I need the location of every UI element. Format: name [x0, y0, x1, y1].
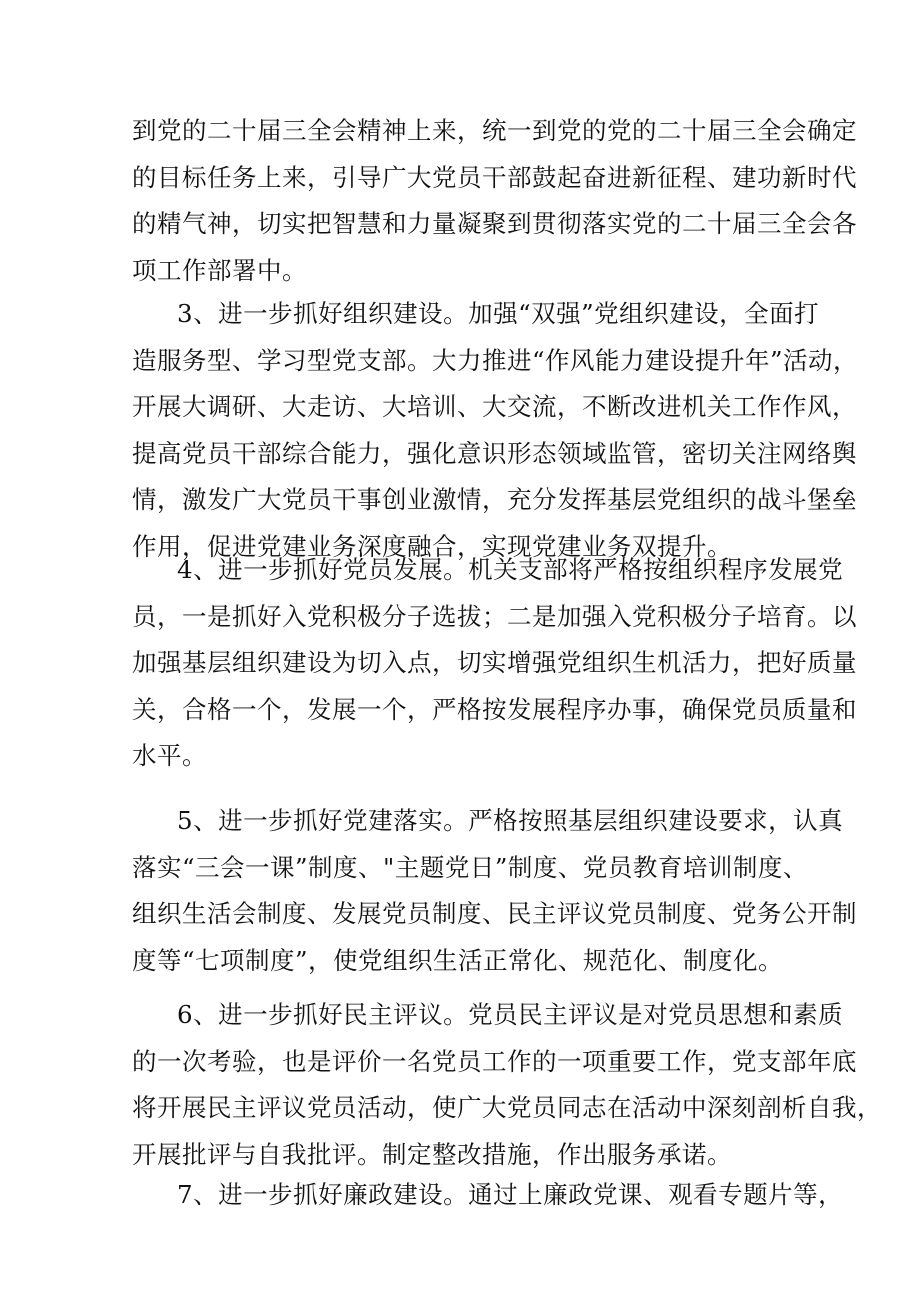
text-line: 6、进一步抓好民主评议。党员民主评议是对党员思想和素质	[177, 1000, 844, 1029]
text-line: 的目标任务上来，引导广大党员干部鼓起奋进新征程、建功新时代	[132, 162, 857, 192]
text-line: 组织生活会制度、发展党员制度、民主评议党员制度、党务公开制	[132, 899, 857, 928]
text-line: 3、进一步抓好组织建设。加强“双强”党组织建设，全面打	[177, 299, 820, 328]
paragraph-item-5	[132, 798, 857, 984]
text-line: 的精气神，切实把智慧和力量凝聚到贯彻落实党的二十届三全会各	[132, 209, 857, 238]
text-line: 加强基层组织建设为切入点，切实增强党组织生机活力，把好质量	[132, 648, 857, 677]
text-line: 7、进一步抓好廉政建设。通过上廉政党课、观看专题片等，	[177, 1180, 844, 1209]
text-line: 情，激发广大党员干事创业激情，充分发挥基层党组织的战斗堡垒	[132, 485, 857, 514]
text-line: 的一次考验，也是评价一名党员工作的一项重要工作，党支部年底	[132, 1046, 857, 1076]
text-line: 提高党员干部综合能力，强化意识形态领域监管，密切关注网络舆	[132, 438, 857, 468]
text-line: 项工作部署中。	[132, 255, 307, 285]
text-line: 将开展民主评议党员活动，使广大党员同志在活动中深刻剖析自我，	[132, 1093, 882, 1122]
paragraph-item-4	[132, 547, 857, 780]
text-line: 开展大调研、大走访、大培训、大交流，不断改进机关工作作风，	[132, 392, 857, 421]
text-line: 作用，促进党建业务深度融合，实现党建业务双提升。	[132, 531, 732, 561]
text-line: 关，合格一个，发展一个，严格按发展程序办事，确保党员质量和	[132, 694, 857, 724]
text-line: 造服务型、学习型党支部。大力推进“作风能力建设提升年”活动，	[132, 345, 859, 375]
text-line: 5、进一步抓好党建落实。严格按照基层组织建设要求，认真	[177, 806, 844, 835]
text-line: 水平。	[132, 741, 207, 770]
text-line: 开展批评与自我批评。制定整改措施，作出服务承诺。	[132, 1139, 732, 1169]
text-line: 4、进一步抓好党员发展。机关支部将严格按组织程序发展党	[177, 555, 844, 584]
text-line: 度等“七项制度”，使党组织生活正常化、规范化、制度化。	[132, 945, 784, 975]
text-line: 到党的二十届三全会精神上来，统一到党的党的二十届三全会确定	[132, 116, 857, 145]
paragraph-item-6	[132, 992, 882, 1178]
text-line: 落实“三会一课”制度、"主题党日”制度、党员教育培训制度、	[132, 852, 808, 882]
text-line: 员，一是抓好入党积极分子选拔；二是加强入党积极分子培育。以	[132, 601, 857, 631]
paragraph-intro-continuation	[132, 108, 857, 294]
paragraph-item-7	[132, 1172, 844, 1219]
